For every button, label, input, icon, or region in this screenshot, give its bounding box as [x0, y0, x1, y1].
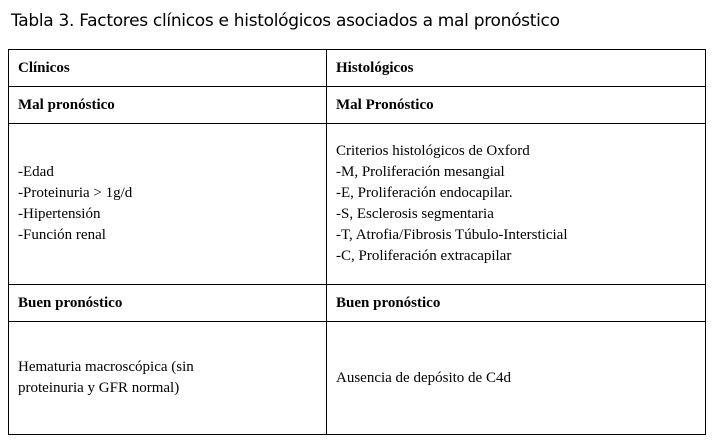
clinical-poor-factors — [9, 124, 327, 285]
histological-good-factors: Ausencia de depósito de C4d — [327, 322, 706, 435]
buen-pronostico-items-row — [9, 322, 706, 435]
buen-pronostico-right-label: Buen pronóstico — [327, 285, 706, 322]
mal-pronostico-items-row — [9, 124, 706, 285]
list-item: -Proteinuria > 1g/d — [18, 185, 133, 201]
list-item: Hematuria macroscópica (sin — [18, 359, 194, 375]
list-item: -Edad — [18, 164, 54, 180]
table-caption: Tabla 3. Factores clínicos e histológicos asociados a mal pronóstico — [11, 11, 560, 31]
header-histologicos: Histológicos — [327, 50, 706, 87]
list-item: Criterios histológicos de Oxford — [336, 143, 530, 159]
clinical-good-factors — [9, 322, 327, 435]
list-item: -E, Proliferación endocapilar. — [336, 185, 513, 201]
table-header-row — [9, 50, 706, 87]
histological-poor-factors — [327, 124, 706, 285]
list-item: proteinuria y GFR normal) — [18, 380, 180, 396]
mal-pronostico-left-label: Mal pronóstico — [9, 87, 327, 124]
buen-pronostico-left-label: Buen pronóstico — [9, 285, 327, 322]
buen-pronostico-label-row — [9, 285, 706, 322]
list-item: -M, Proliferación mesangial — [336, 164, 505, 180]
list-item: -S, Esclerosis segmentaria — [336, 206, 494, 222]
prognosis-table — [8, 49, 706, 435]
list-item: -Hipertensión — [18, 206, 101, 222]
mal-pronostico-label-row — [9, 87, 706, 124]
mal-pronostico-right-label: Mal Pronóstico — [327, 87, 706, 124]
list-item: -T, Atrofia/Fibrosis Túbulo-Intersticial — [336, 227, 568, 243]
header-clinicos: Clínicos — [9, 50, 327, 87]
list-item: -C, Proliferación extracapilar — [336, 248, 512, 264]
list-item: -Función renal — [18, 227, 106, 243]
